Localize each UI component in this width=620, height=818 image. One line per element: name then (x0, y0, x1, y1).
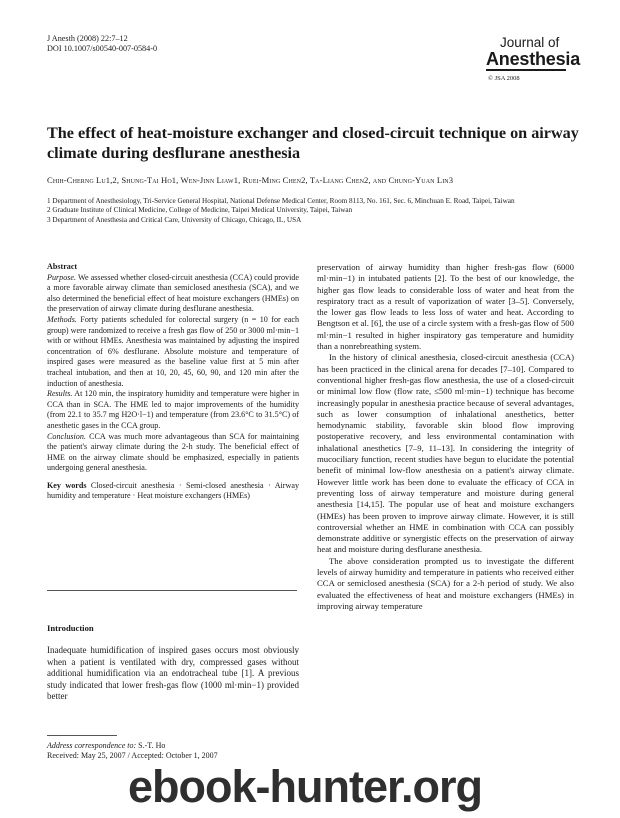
journal-logo (486, 35, 581, 82)
affiliation-2: 2 Graduate Institute of Clinical Medicine, College of Medicine, Taipei Medical University, Taipei, Taiwan (47, 206, 353, 215)
abstract-divider (47, 590, 297, 591)
results-label: Results. (47, 389, 73, 399)
correspondence (47, 741, 297, 751)
journal-of-label: Journal of (500, 35, 560, 50)
body-paragraph-2: In the history of clinical anesthesia, closed-circuit anesthesia (CCA) has been practiced in the clinical arena for decades [7–10]. Compared to conventional higher fresh-gas flow anesthesia, the use of a closed-circuit or minimal low flow (flow rate, ≤500 ml·min−1) technique has become increasingly popular in anesthesia practice because of several advantages, such as lower consumption of inhalational anesthetics, better hemodynamic stability, favorable skin blood flow improving postoperative recovery, and less environmental contamination with inhalational anesthetics [7–9, 11–13]. In considering the integrity of mucociliary function, recent studies have begun to elucidate the potential benefit of minimal low-flow anesthesia on a patient's airway climate. However little work has been done to evaluate the efficacy of CCA in preventing loss of airway temperature and moisture during general anesthesia [14,15]. The popular use of heat and moisture exchangers (HMEs) has been proven to improve airway climate. However, it is still controversial whether an HME in combination with CCA can possibly demonstrate additive or synergistic effects on the preservation of airway heat and moisture during desflurane anesthesia. (317, 352, 574, 555)
footnote-divider (47, 735, 117, 736)
body-right-column (317, 262, 574, 612)
affiliations (47, 197, 577, 225)
article-title: The effect of heat-moisture exchanger and closed-circuit technique on airway climate during desflurane anesthesia (47, 124, 579, 162)
correspondence-label: Address correspondence to: (47, 741, 137, 750)
methods-label: Methods. (47, 314, 77, 324)
abstract (47, 262, 299, 502)
affiliation-3: 3 Department of Anesthesia and Critical Care, University of Chicago, Chicago, IL, USA (47, 215, 302, 224)
abstract-methods (47, 315, 299, 389)
watermark-text: ebook-hunter.org (128, 761, 482, 812)
keywords (47, 481, 299, 502)
abstract-conclusion (47, 432, 299, 474)
correspondence-name: S.-T. Ho (138, 741, 166, 750)
abstract-purpose (47, 273, 299, 315)
body-paragraph-1: preservation of airway humidity than higher fresh-gas flow (6000 ml·min−1) in intubated patients [2]. To the best of our knowledge, the higher gas flow leads to considerable loss of water and heat from the respiratory tract as a result of vaporization of water [3–5]. Conversely, the lower gas flow leads to less loss of water and heat. According to Bengtson et al. [6], the use of a circle system with a fresh-gas flow of 500 ml·min−1 resulted in higher inspiratory gas temperature and humidity than a nonrebreathing system. (317, 262, 574, 352)
conclusion-label: Conclusion. (47, 431, 86, 441)
body-paragraph-3: The above consideration prompted us to investigate the different levels of airway humidity and temperature in patients who received either CCA or semiclosed anesthesia (SCA) for a 2-h period of study. We also evaluated the effectiveness of heat and moisture exchangers (HMEs) in improving airway temperature (317, 555, 574, 611)
received-dates: Received: May 25, 2007 / Accepted: October 1, 2007 (47, 751, 218, 760)
citation-block (47, 34, 157, 54)
results-text: At 120 min, the inspiratory humidity and temperature were higher in CCA than in SCA. The HME led to major improvements of the humidity (from 22.1 to 35.7 mg H2O·l−1) and temperature (from 23.6°C to 31.5°C) of anesthetic gases in the CCA group. (47, 389, 299, 430)
methods-text: Forty patients scheduled for colorectal surgery (n = 10 for each group) were randomized to receive a fresh gas flow of 250 or 3000 ml·min−1 with or without HMEs. Anesthesia was maintained by adjusting the inspired concentration of 6% desflurane. Absolute moisture and temperature of inspired gases were measured as the baseline value first at 5 min after tracheal intubation, and then at 10, 20, 45, 60, 90, and 120 min after the induction of anesthesia. (47, 314, 299, 388)
keywords-label: Key words (47, 480, 87, 490)
introduction-text: Inadequate humidification of inspired gases occurs most obviously when a patient is ventilated with dry, compressed gases without additional humidification via an endotracheal tube [1]. A previous study indicated that lower fresh-gas flow (1000 ml·min−1) provided better (47, 645, 299, 702)
doi: DOI 10.1007/s00540-007-0584-0 (47, 44, 158, 53)
affiliation-1: 1 Department of Anesthesiology, Tri-Service General Hospital, National Defense Medical Center, Room 8113, No. 161, Sec. 6, Minchuan E. Road, Taipei, Taiwan (47, 197, 515, 205)
keywords-text: Closed-circuit anesthesia · Semi-closed anesthesia · Airway humidity and temperature · Heat moisture exchangers (HMEs) (47, 480, 299, 501)
purpose-text: We assessed whether closed-circuit anesthesia (CCA) could provide a more favorable airway climate than semiclosed anesthesia (SCA), and we also determined the beneficial effect of heat moisture exchangers (HMEs) on the preservation of airway climate during desflurane anesthesia. (47, 272, 299, 314)
author-list: Chih-Cherng Lu1,2, Shung-Tai Ho1, Wen-Jinn Liaw1, Ruei-Ming Chen2, Ta-Liang Chen2, and Chung-Yuan Lin3 (47, 175, 454, 185)
journal-name: Anesthesia (486, 49, 581, 69)
footnote (47, 741, 297, 761)
abstract-results (47, 389, 299, 431)
conclusion-text: CCA was much more advantageous than SCA for maintaining the patient's airway climate during the 2-h study. The beneficial effect of HME on the airway climate should be emphasized, especially in patients undergoing general anesthesia. (47, 431, 299, 473)
introduction-heading: Introduction (47, 623, 94, 633)
copyright-notice: © JSA 2008 (488, 75, 520, 82)
abstract-heading: Abstract (47, 262, 78, 271)
purpose-label: Purpose. (47, 272, 76, 282)
journal-citation: J Anesth (2008) 22:7–12 (47, 34, 128, 43)
